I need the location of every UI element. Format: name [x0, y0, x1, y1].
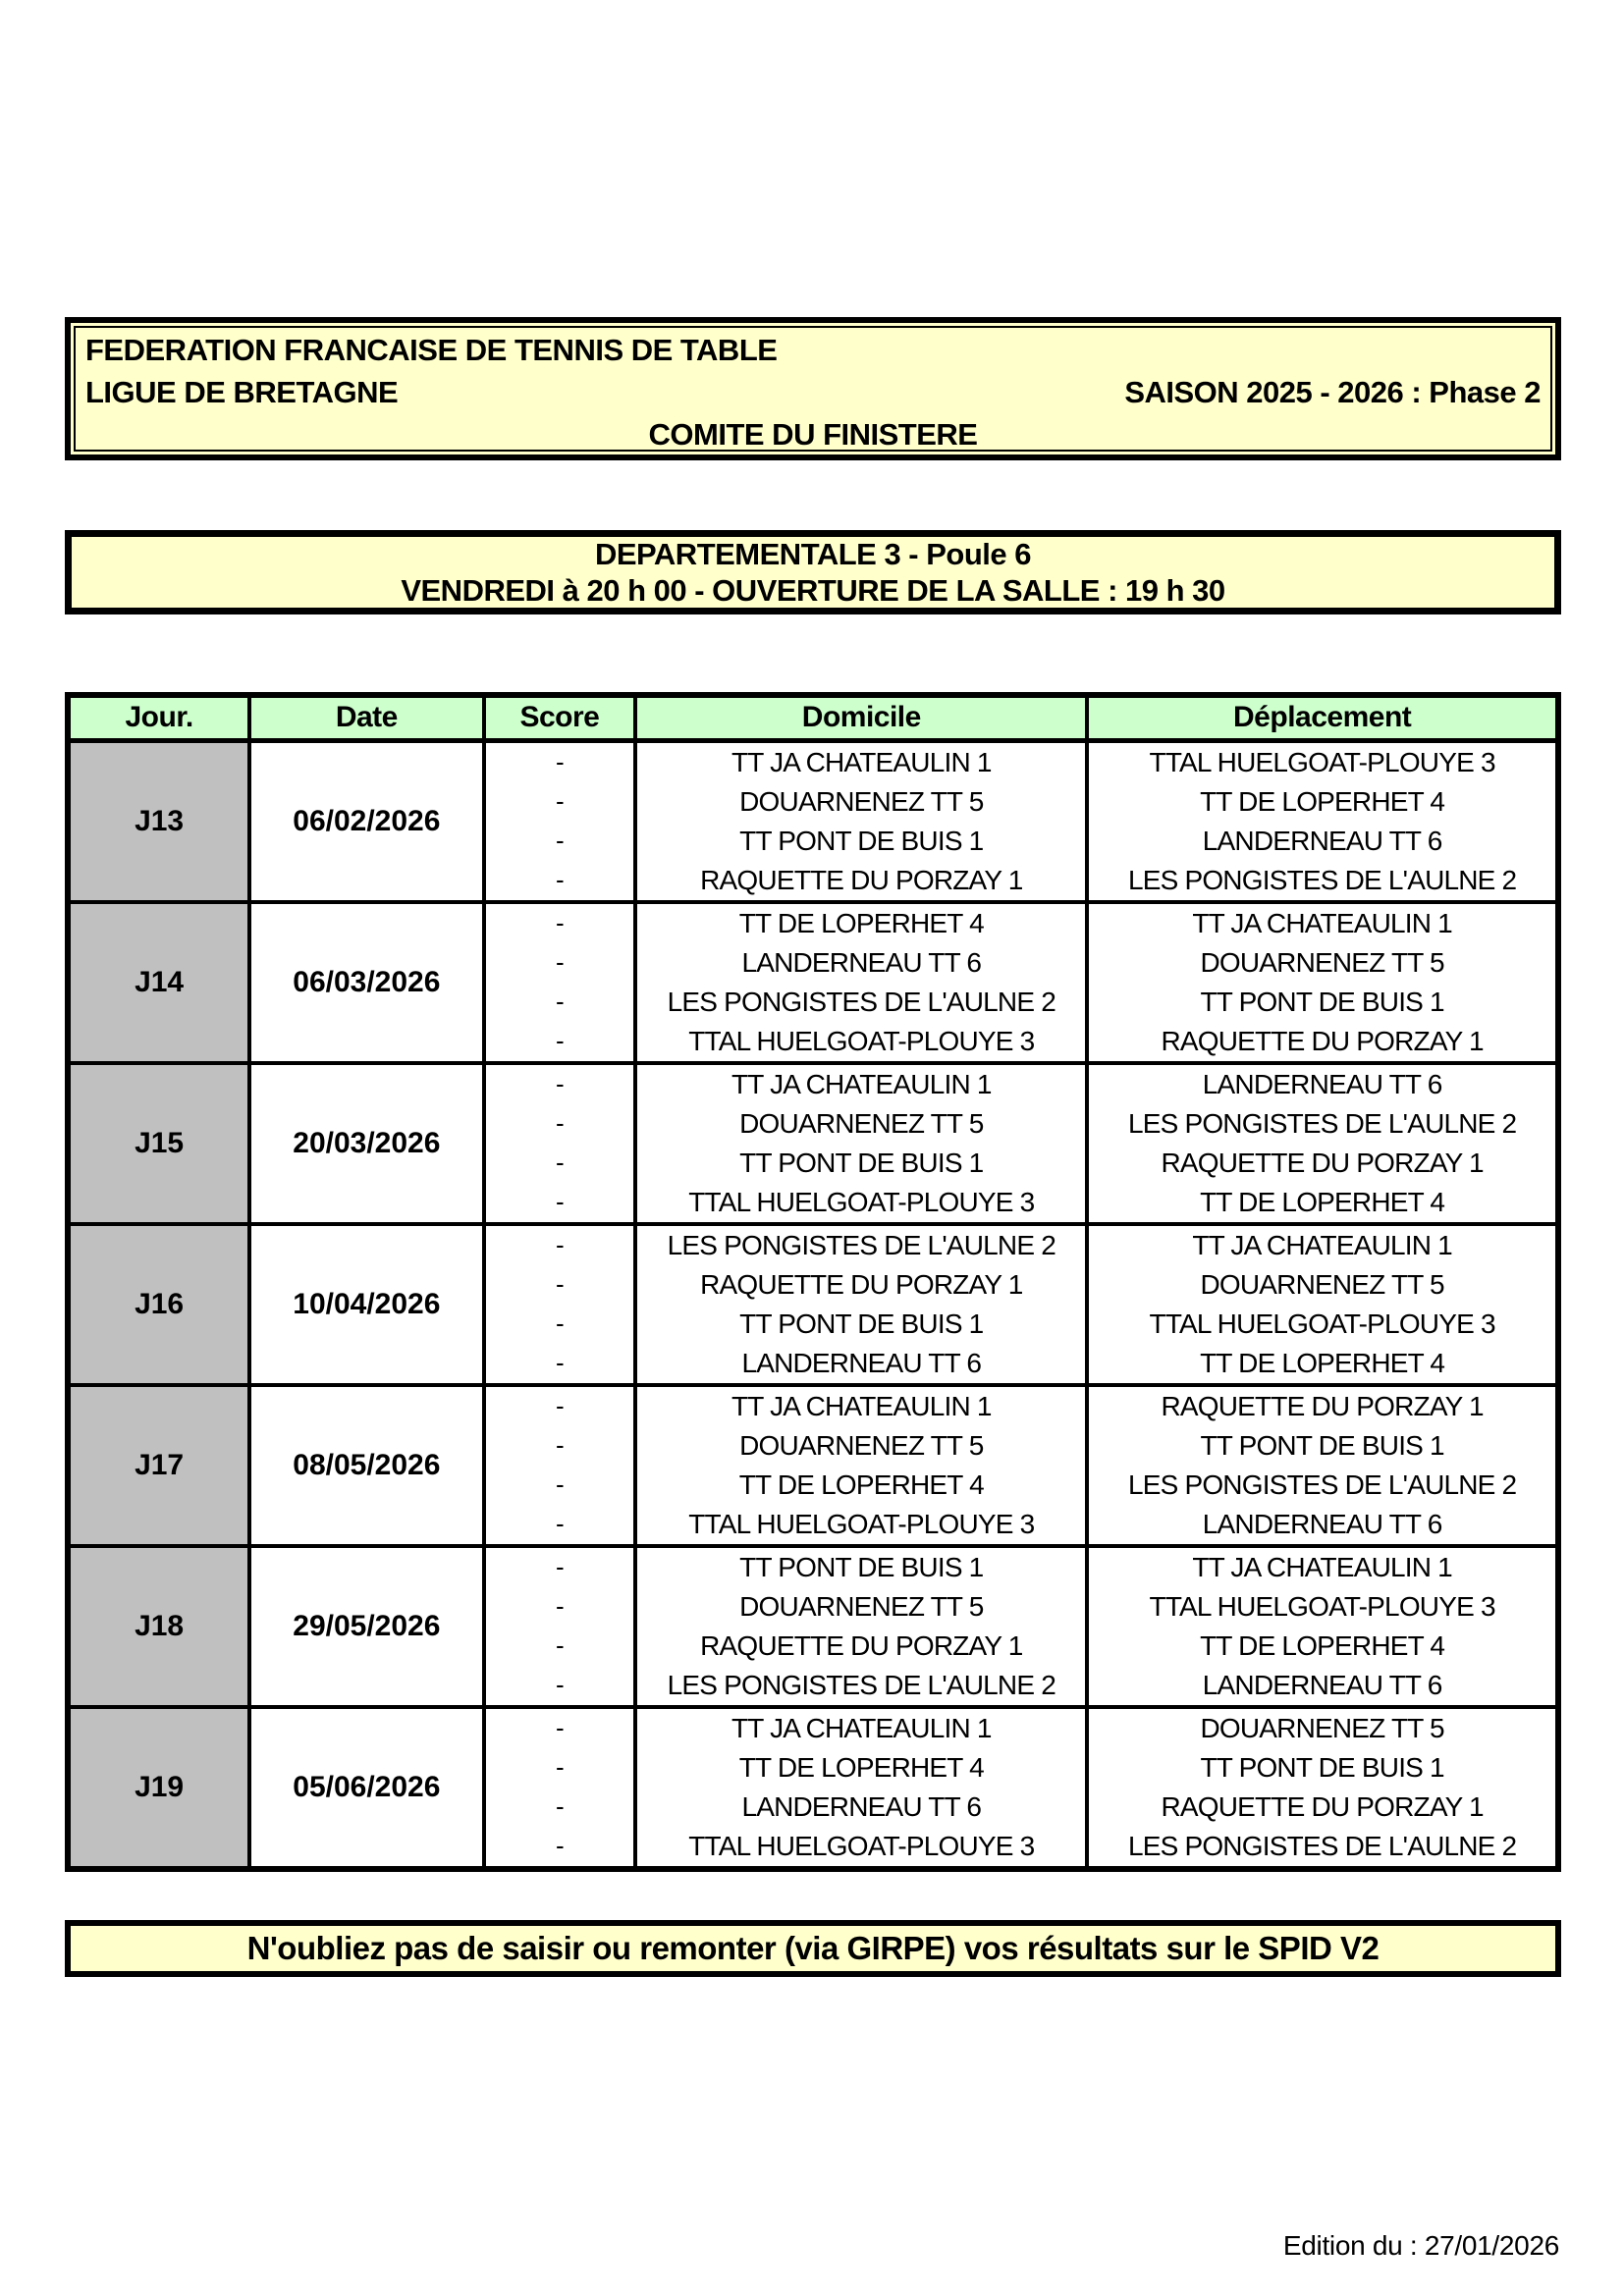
- edition-date-label: Edition du : 27/01/2026: [1282, 2230, 1559, 2261]
- score-placeholder: -: [555, 1430, 564, 1460]
- score-placeholder: -: [555, 1630, 564, 1660]
- away-team-name: TT DE LOPERHET 4: [1200, 1347, 1445, 1378]
- away-team-name: TT PONT DE BUIS 1: [1200, 1429, 1444, 1461]
- score-column-cell: [484, 1707, 636, 1869]
- away-team-name: TT DE LOPERHET 4: [1200, 785, 1445, 817]
- day-number-cell: J18: [68, 1546, 249, 1707]
- home-team-name: RAQUETTE DU PORZAY 1: [700, 864, 1023, 895]
- score-placeholder: -: [555, 1391, 564, 1420]
- away-team-name: RAQUETTE DU PORZAY 1: [1161, 1025, 1484, 1056]
- score-placeholder: -: [555, 1469, 564, 1499]
- federation-title: FEDERATION FRANCAISE DE TENNIS DE TABLE: [85, 333, 778, 367]
- home-team-name: TT PONT DE BUIS 1: [739, 1147, 984, 1178]
- column-header-jour: Jour.: [68, 695, 249, 740]
- score-placeholder: -: [555, 1509, 564, 1538]
- division-title: DEPARTEMENTALE 3 - Poule 6: [594, 537, 1031, 571]
- results-reminder-box: [65, 1920, 1561, 1977]
- home-team-name: DOUARNENEZ TT 5: [739, 785, 984, 817]
- home-team-name: DOUARNENEZ TT 5: [739, 1429, 984, 1461]
- score-placeholder: -: [555, 1831, 564, 1860]
- home-team-name: TT PONT DE BUIS 1: [739, 825, 984, 856]
- score-placeholder: -: [555, 1148, 564, 1177]
- score-placeholder: -: [555, 1670, 564, 1699]
- home-team-name: RAQUETTE DU PORZAY 1: [700, 1629, 1023, 1661]
- score-placeholder: -: [555, 1026, 564, 1055]
- score-column-cell: [484, 1546, 636, 1707]
- home-team-name: TT DE LOPERHET 4: [738, 1468, 984, 1500]
- score-placeholder: -: [555, 1187, 564, 1216]
- home-teams-cell: [635, 740, 1087, 902]
- score-column-cell: [484, 902, 636, 1063]
- away-team-name: LANDERNEAU TT 6: [1202, 1669, 1442, 1700]
- match-date-cell: 20/03/2026: [249, 1063, 483, 1224]
- home-team-name: TT JA CHATEAULIN 1: [731, 1390, 992, 1421]
- home-team-name: TT DE LOPERHET 4: [738, 1751, 984, 1783]
- home-team-name: LES PONGISTES DE L'AULNE 2: [667, 986, 1056, 1017]
- home-teams-cell: [635, 902, 1087, 1063]
- away-team-name: LES PONGISTES DE L'AULNE 2: [1127, 864, 1517, 895]
- column-header-date: Date: [249, 695, 483, 740]
- score-placeholder: -: [555, 865, 564, 894]
- home-teams-cell: [635, 1063, 1087, 1224]
- away-team-name: TT JA CHATEAULIN 1: [1192, 1229, 1452, 1260]
- match-schedule-table: [65, 692, 1561, 1872]
- season-phase-label: SAISON 2025 - 2026 : Phase 2: [1124, 375, 1541, 409]
- away-teams-cell: [1087, 1224, 1558, 1385]
- away-team-name: LANDERNEAU TT 6: [1202, 825, 1442, 856]
- away-teams-cell: [1087, 1385, 1558, 1546]
- schedule-row: [68, 740, 1558, 902]
- home-teams-cell: [635, 1385, 1087, 1546]
- results-reminder-text: N'oubliez pas de saisir ou remonter (via GIRPE) vos résultats sur le SPID V2: [246, 1930, 1380, 1966]
- score-column-cell: [484, 1224, 636, 1385]
- away-team-name: RAQUETTE DU PORZAY 1: [1161, 1147, 1484, 1178]
- away-team-name: TT DE LOPERHET 4: [1200, 1186, 1445, 1217]
- match-date-cell: 06/03/2026: [249, 902, 483, 1063]
- day-number-cell: J14: [68, 902, 249, 1063]
- home-team-name: DOUARNENEZ TT 5: [739, 1107, 984, 1139]
- away-team-name: DOUARNENEZ TT 5: [1200, 1268, 1444, 1300]
- away-team-name: RAQUETTE DU PORZAY 1: [1161, 1790, 1484, 1822]
- match-date-cell: 10/04/2026: [249, 1224, 483, 1385]
- home-teams-cell: [635, 1707, 1087, 1869]
- score-placeholder: -: [555, 908, 564, 937]
- schedule-row: [68, 1546, 1558, 1707]
- home-team-name: LANDERNEAU TT 6: [741, 1790, 982, 1822]
- score-placeholder: -: [555, 1269, 564, 1299]
- away-team-name: TT PONT DE BUIS 1: [1200, 986, 1444, 1017]
- score-placeholder: -: [555, 786, 564, 816]
- away-team-name: TT PONT DE BUIS 1: [1200, 1751, 1444, 1783]
- home-team-name: DOUARNENEZ TT 5: [739, 1590, 984, 1622]
- away-team-name: LES PONGISTES DE L'AULNE 2: [1127, 1830, 1517, 1861]
- home-team-name: TT JA CHATEAULIN 1: [731, 746, 992, 777]
- day-number-cell: J19: [68, 1707, 249, 1869]
- home-team-name: LANDERNEAU TT 6: [741, 946, 982, 978]
- home-team-name: RAQUETTE DU PORZAY 1: [700, 1268, 1023, 1300]
- away-team-name: LANDERNEAU TT 6: [1202, 1068, 1442, 1099]
- division-schedule-info: VENDREDI à 20 h 00 - OUVERTURE DE LA SALLE : 19 h 30: [401, 573, 1225, 608]
- day-number-cell: J13: [68, 740, 249, 902]
- schedule-row: [68, 1707, 1558, 1869]
- score-placeholder: -: [555, 1230, 564, 1259]
- home-team-name: TT PONT DE BUIS 1: [739, 1551, 984, 1582]
- home-team-name: TT DE LOPERHET 4: [738, 907, 984, 938]
- schedule-row: [68, 1224, 1558, 1385]
- away-teams-cell: [1087, 1707, 1558, 1869]
- home-team-name: TT PONT DE BUIS 1: [739, 1308, 984, 1339]
- match-date-cell: 06/02/2026: [249, 740, 483, 902]
- away-team-name: TTAL HUELGOAT-PLOUYE 3: [1149, 746, 1495, 777]
- home-teams-cell: [635, 1546, 1087, 1707]
- score-placeholder: -: [555, 947, 564, 977]
- score-column-cell: [484, 1063, 636, 1224]
- away-teams-cell: [1087, 1546, 1558, 1707]
- away-team-name: TT JA CHATEAULIN 1: [1192, 1551, 1452, 1582]
- score-placeholder: -: [555, 987, 564, 1016]
- home-team-name: LES PONGISTES DE L'AULNE 2: [667, 1229, 1056, 1260]
- score-placeholder: -: [555, 747, 564, 776]
- away-team-name: TTAL HUELGOAT-PLOUYE 3: [1149, 1308, 1495, 1339]
- away-team-name: LES PONGISTES DE L'AULNE 2: [1127, 1468, 1517, 1500]
- away-team-name: RAQUETTE DU PORZAY 1: [1161, 1390, 1484, 1421]
- federation-header-box: [65, 317, 1561, 460]
- schedule-header-row: [68, 695, 1558, 740]
- away-team-name: DOUARNENEZ TT 5: [1200, 1712, 1444, 1743]
- home-team-name: TTAL HUELGOAT-PLOUYE 3: [688, 1186, 1035, 1217]
- score-placeholder: -: [555, 1069, 564, 1098]
- score-placeholder: -: [555, 1591, 564, 1621]
- home-team-name: TT JA CHATEAULIN 1: [731, 1712, 992, 1743]
- away-teams-cell: [1087, 740, 1558, 902]
- match-date-cell: 08/05/2026: [249, 1385, 483, 1546]
- score-placeholder: -: [555, 1552, 564, 1581]
- score-column-cell: [484, 740, 636, 902]
- home-team-name: TTAL HUELGOAT-PLOUYE 3: [688, 1508, 1035, 1539]
- score-placeholder: -: [555, 1791, 564, 1821]
- home-team-name: TTAL HUELGOAT-PLOUYE 3: [688, 1025, 1035, 1056]
- day-number-cell: J16: [68, 1224, 249, 1385]
- match-date-cell: 29/05/2026: [249, 1546, 483, 1707]
- away-team-name: LANDERNEAU TT 6: [1202, 1508, 1442, 1539]
- score-placeholder: -: [555, 826, 564, 855]
- score-placeholder: -: [555, 1108, 564, 1138]
- away-team-name: TTAL HUELGOAT-PLOUYE 3: [1149, 1590, 1495, 1622]
- column-header-deplacement: Déplacement: [1087, 695, 1558, 740]
- away-teams-cell: [1087, 902, 1558, 1063]
- schedule-body: [68, 740, 1558, 1869]
- comite-title: COMITE DU FINISTERE: [648, 417, 978, 452]
- match-date-cell: 05/06/2026: [249, 1707, 483, 1869]
- home-teams-cell: [635, 1224, 1087, 1385]
- schedule-row: [68, 1385, 1558, 1546]
- score-column-cell: [484, 1385, 636, 1546]
- away-team-name: DOUARNENEZ TT 5: [1200, 946, 1444, 978]
- division-header-box: [65, 530, 1561, 614]
- schedule-row: [68, 1063, 1558, 1224]
- score-placeholder: -: [555, 1348, 564, 1377]
- day-number-cell: J17: [68, 1385, 249, 1546]
- score-placeholder: -: [555, 1713, 564, 1742]
- column-header-domicile: Domicile: [635, 695, 1087, 740]
- home-team-name: TTAL HUELGOAT-PLOUYE 3: [688, 1830, 1035, 1861]
- federation-header-inner: [74, 326, 1552, 452]
- score-placeholder: -: [555, 1308, 564, 1338]
- ligue-title: LIGUE DE BRETAGNE: [85, 375, 399, 409]
- away-team-name: LES PONGISTES DE L'AULNE 2: [1127, 1107, 1517, 1139]
- score-placeholder: -: [555, 1752, 564, 1782]
- column-header-score: Score: [484, 695, 636, 740]
- day-number-cell: J15: [68, 1063, 249, 1224]
- away-teams-cell: [1087, 1063, 1558, 1224]
- home-team-name: LANDERNEAU TT 6: [741, 1347, 982, 1378]
- schedule-row: [68, 902, 1558, 1063]
- home-team-name: LES PONGISTES DE L'AULNE 2: [667, 1669, 1056, 1700]
- home-team-name: TT JA CHATEAULIN 1: [731, 1068, 992, 1099]
- away-team-name: TT DE LOPERHET 4: [1200, 1629, 1445, 1661]
- away-team-name: TT JA CHATEAULIN 1: [1192, 907, 1452, 938]
